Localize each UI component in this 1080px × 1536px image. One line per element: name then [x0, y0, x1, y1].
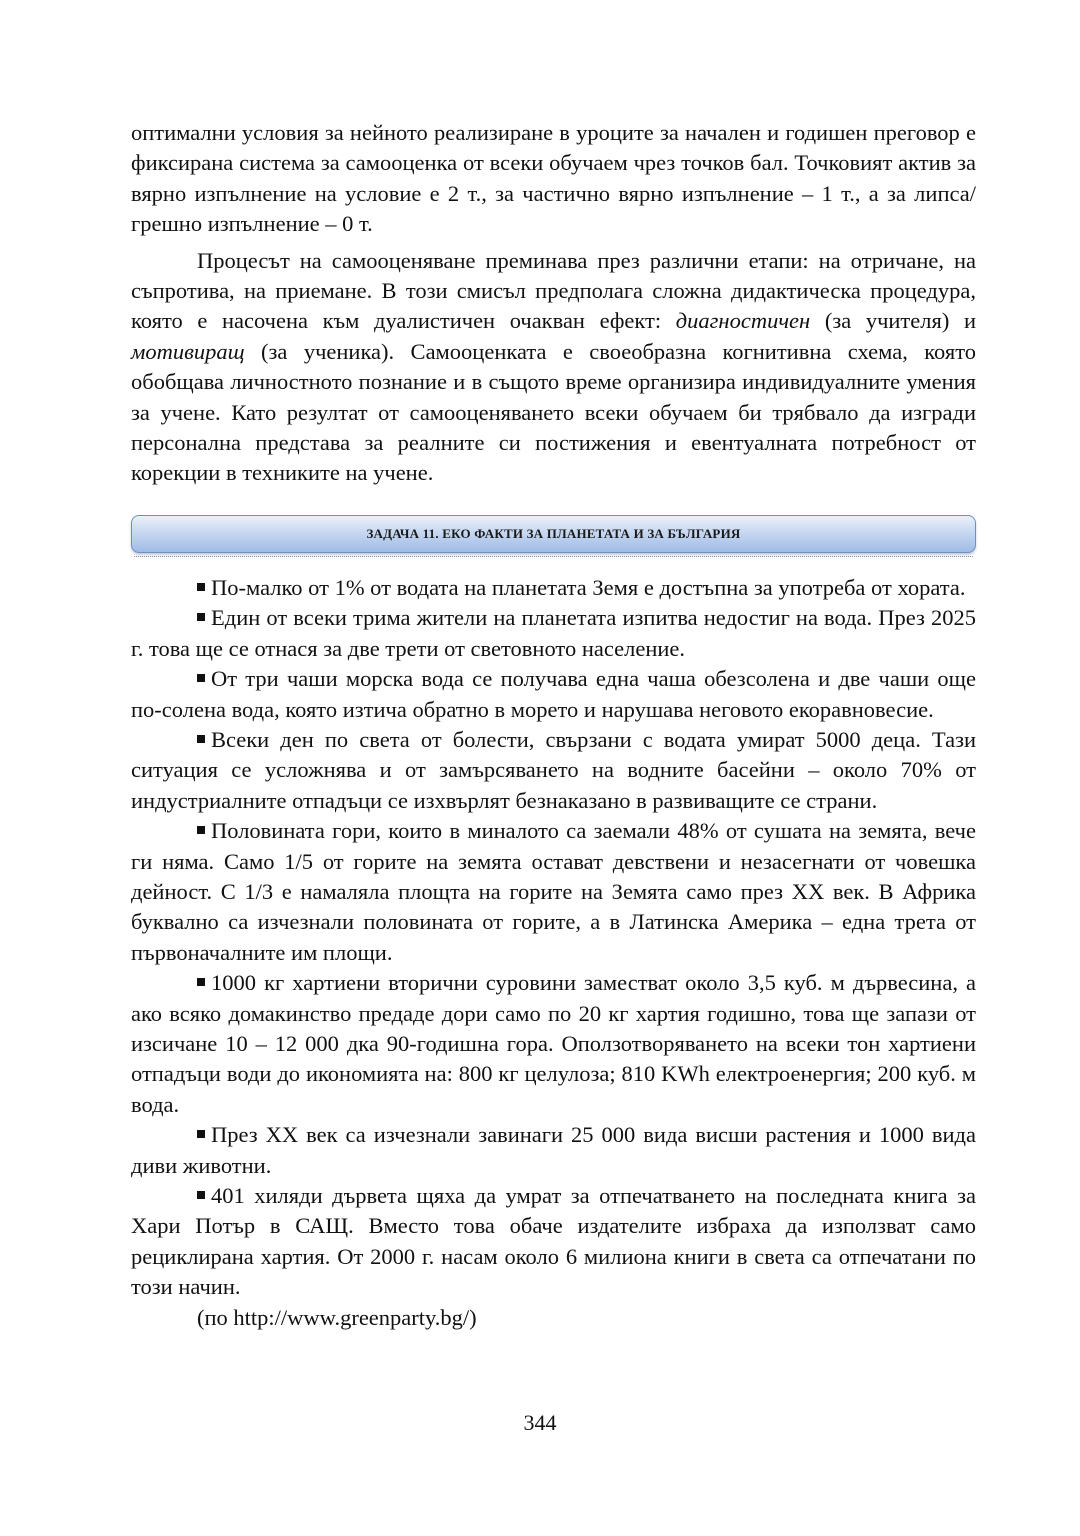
square-bullet-icon	[197, 1191, 205, 1199]
fact-text: От три чаши морска вода се получава една чаша обезсолена и две чаши още по-солена вода, която изтича обратно в морето и нарушава неговото екоравновесие.	[131, 666, 976, 722]
fact-item	[131, 1181, 976, 1303]
fact-item	[131, 664, 976, 725]
source-citation: (по http://www.greenparty.bg/)	[197, 1304, 477, 1330]
fact-text: По-малко от 1% от водата на планетата Земя е достъпна за употреба от хората.	[211, 574, 966, 600]
fact-text: Един от всеки трима жители на планетата изпитва недостиг на вода. През 2025 г. това ще се отнася за две трети от световното население.	[131, 605, 976, 661]
square-bullet-icon	[197, 826, 205, 834]
fact-item	[131, 816, 976, 968]
square-bullet-icon	[197, 613, 205, 621]
square-bullet-icon	[197, 674, 205, 682]
emphasis-motivating: мотивиращ	[131, 338, 245, 364]
square-bullet-icon	[197, 583, 205, 591]
emphasis-diagnostic: диагностичен	[675, 308, 811, 334]
fact-item	[131, 1120, 976, 1181]
intro-paragraph-2-part-c: (за ученика). Самооценката е своеобразна когнитивна схема, която обобщава личностното познание и в същото време организира индивидуалните умения за учене. Като резултат от самооценяването всеки обучаем би трябвало да изгради персонална представа за реалните си постижения и евентуалната потребност от корекции в техниките на учене.	[131, 338, 976, 486]
fact-item	[131, 968, 976, 1120]
fact-item	[131, 725, 976, 816]
fact-item	[131, 603, 976, 664]
intro-paragraph-2-part-a: Процесът на самооценяване преминава през различни етапи: на отричане, на съпротива, на приемане. В този смисъл предполага сложна дидактическа процедура, която е насочена към дуалистичен очакван ефект:	[131, 247, 976, 334]
fact-text: През XX век са изчезнали завинаги 25 000 вида висши растения и 1000 вида диви животни.	[131, 1122, 976, 1178]
page-number: 344	[523, 1410, 557, 1435]
intro-paragraph-2-part-b: (за учителя) и	[810, 308, 976, 334]
square-bullet-icon	[197, 735, 205, 743]
fact-text: 1000 кг хартиени вторични суровини заместват около 3,5 куб. м дървесина, а ако всяко домакинство предаде дори само по 20 кг хартия годишно, това ще запази от изсичане 10 – 12 000 дка 90-годишна гора. Оползотворяването на всеки тон хартиени отпадъци води до икономията на: 800 кг целулоза; 810 KWh електроенергия; 200 куб. м вода.	[131, 970, 976, 1117]
fact-text: Всеки ден по света от болести, свързани с водата умират 5000 деца. Тази ситуация се усложнява и от замърсяването на водните басейни – около 70% от индустриалните отпадъци се изхвърлят безнаказано в развиващите се страни.	[131, 726, 976, 813]
task-title: ЗАДАЧА 11. ЕКО ФАКТИ ЗА ПЛАНЕТАТА И ЗА БЪЛГАРИЯ	[366, 525, 741, 541]
intro-paragraph-1: оптимални условия за нейното реализиране в уроците за начален и годишен преговор е фиксирана система за самооценка от всеки обучаем чрез точков бал. Точковият актив за вярно изпълнение на условие е 2 т., за частично вярно изпълнение – 1 т., а за липса/грешно изпълнение – 0 т.	[131, 120, 976, 237]
fact-text: 401 хиляди дървета щяха да умрат за отпечатването на последната книга за Хари Потър в САЩ. Вместо това обаче издателите избраха да използват само рециклирана хартия. От 2000 г. насам около 6 милиона книги в света са отпечатани по този начин.	[131, 1183, 976, 1300]
fact-text: Половината гори, които в миналото са заемали 48% от сушата на земята, вече ги няма. Само 1/5 от горите на земята остават девствени и незасегнати от човешка дейност. С 1/3 е намаляла площта на горите на Земята само през XX век. В Африка буквално са изчезнали половината от горите, а в Латинска Америка – една трета от първоначалните им площи.	[131, 818, 976, 965]
square-bullet-icon	[197, 1130, 205, 1138]
fact-item	[131, 573, 976, 603]
square-bullet-icon	[197, 978, 205, 986]
facts-list	[131, 573, 976, 1333]
page-body	[131, 118, 976, 1333]
intro-paragraph-2	[131, 246, 976, 489]
task-heading-box	[131, 515, 976, 553]
